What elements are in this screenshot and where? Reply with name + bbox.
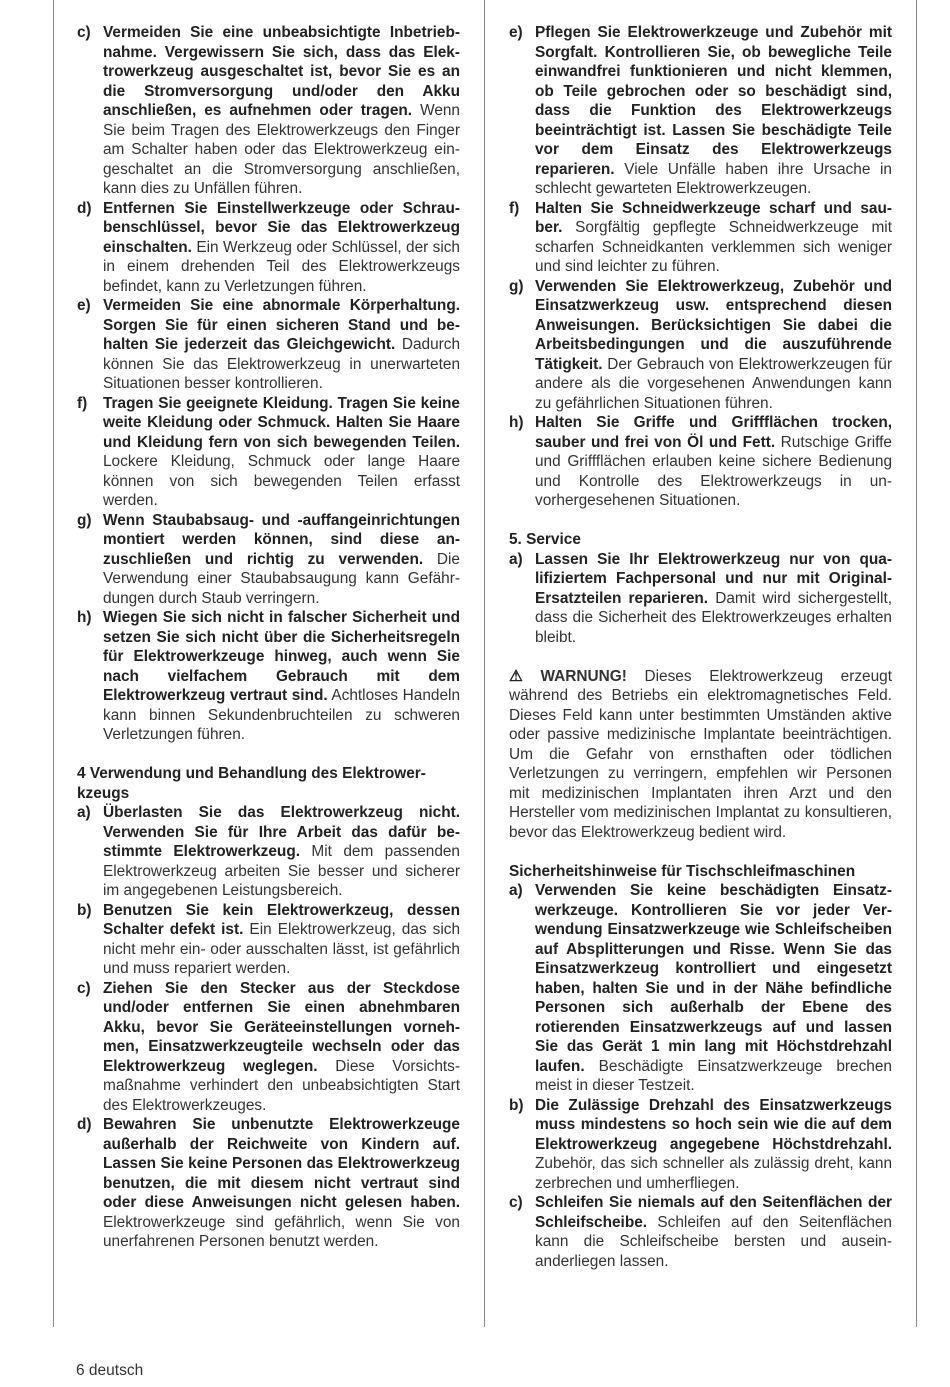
item-bold-text: Halten Sie Griffe und Griffflächen trocken, sauber und frei von Öl und Fett. bbox=[535, 414, 892, 451]
item-normal-text: Die Verwendung einer Staubabsaugung kann Gefährdungen durch Staub verringern. bbox=[103, 550, 460, 607]
item-marker: b) bbox=[509, 1096, 524, 1114]
item-normal-text: Schleifen auf den Seitenflächen kann die Schleifscheibe bersten und auseinanderliegen lassen. bbox=[535, 1213, 892, 1270]
list-item bbox=[509, 413, 892, 511]
warning-text: Dieses Elektrowerkzeug erzeugt während des Betriebs ein elektromagnetisches Feld. Dieses Feld kann unter bestimmten Umständen aktive oder passive medizinische Implantate beeinträchtigen. Um die Gefahr von ernsthaften oder tödlichen Verletzungen zu verringern, empfehlen wir Personen mit medizinischen Implantaten ihren Arzt und den Hersteller vom medizinischen Implantat zu konsultieren, bevor das Elektrowerkzeug bedient wird. bbox=[509, 667, 893, 841]
section-5-item-list bbox=[509, 550, 892, 648]
right-item-list-top bbox=[509, 23, 892, 511]
item-marker: b) bbox=[77, 901, 92, 919]
left-margin-rule bbox=[53, 0, 54, 1327]
list-item bbox=[77, 901, 460, 979]
item-normal-text: Ein Elektrowerkzeug, das sich nicht mehr ein- oder ausschalten lässt, ist gefährlich und muss repariert werden. bbox=[103, 921, 461, 977]
item-bold-text: Schleifen Sie niemals auf den Seitenflächen der Schleifscheibe. bbox=[535, 1194, 892, 1231]
item-bold-text: Lassen Sie Ihr Elektrowerkzeug nur von qualifiziertem Fachpersonal und nur mit Original-Ersatzteilen reparieren. bbox=[535, 550, 892, 607]
list-item bbox=[509, 1096, 892, 1194]
item-bold-text: Pflegen Sie Elektrowerkzeuge und Zubehör mit Sorgfalt. Kontrollieren Sie, ob bewegliche Teile einwandfrei funktionieren und nicht klemmen, ob Teile gebrochen oder so beschädigt sind, dass die Funktion des Elektrowerkzeugs beeinträchtigt ist. Lassen Sie beschädigte Teile vor dem Einsatz des Elektrowerkzeugs reparieren. bbox=[535, 24, 892, 178]
spacer bbox=[509, 647, 892, 667]
item-bold-text: Tragen Sie geeignete Kleidung. Tragen Sie keine weite Kleidung oder Schmuck. Halten Sie Haare und Kleidung fern von sich bewegenden Teilen. bbox=[103, 394, 460, 451]
item-normal-text: Lockere Kleidung, Schmuck oder lange Haare können von sich bewegenden Teilen erfasst werden. bbox=[103, 453, 460, 509]
item-bold-text: Entfernen Sie Einstellwerkzeuge oder Schraubenschlüssel, bevor Sie das Elektrowerkzeug einschalten. bbox=[103, 199, 460, 256]
item-bold-text: Vermeiden Sie eine unbeabsichtigte Inbetriebnahme. Vergewissern Sie sich, dass das Elektrowerkzeug ausgeschaltet ist, bevor Sie es an die Stromversorgung und/oder den Akku anschließen, es aufnehmen oder tragen. bbox=[103, 24, 460, 119]
left-item-list-top bbox=[77, 23, 460, 745]
page-footer: 6 deutsch bbox=[76, 1362, 144, 1379]
list-item bbox=[77, 608, 460, 745]
warning-paragraph bbox=[509, 667, 892, 843]
list-item bbox=[509, 199, 892, 277]
item-normal-text: Beschädigte Einsatzwerkzeuge brechen meist in dieser Testzeit. bbox=[535, 1057, 892, 1094]
list-item bbox=[509, 277, 892, 414]
item-normal-text: Der Gebrauch von Elektrowerkzeugen für andere als die vorgesehenen Anwendungen kann zu gefährlichen Situationen führen. bbox=[535, 355, 892, 412]
list-item bbox=[77, 803, 460, 901]
item-bold-text: Bewahren Sie unbenutzte Elektrowerkzeuge außerhalb der Reichweite von Kindern auf. Lassen Sie keine Personen das Elektrowerkzeug benutzen, die mit diesem nicht vertraut sind oder diese Anweisungen nicht gelesen haben. bbox=[103, 1116, 460, 1211]
item-bold-text: Die Zulässige Drehzahl des Einsatzwerkzeugs muss mindestens so hoch sein wie die auf dem Elektrowerkzeug angegebene Höchstdrehzahl. bbox=[535, 1096, 892, 1153]
grinder-safety-heading: Sicherheitshinweise für Tischschleifmaschinen bbox=[509, 862, 856, 880]
list-item bbox=[77, 199, 460, 297]
item-marker: c) bbox=[509, 1194, 523, 1211]
item-normal-text: Elektrowerkzeuge sind gefährlich, wenn Sie von unerfahrenen Personen benutzt werden. bbox=[103, 1213, 460, 1250]
item-marker: c) bbox=[77, 24, 91, 41]
spacer bbox=[509, 511, 892, 531]
item-marker: a) bbox=[77, 804, 91, 821]
item-bold-text: Überlasten Sie das Elektrowerkzeug nicht. Verwenden Sie für Ihre Arbeit das dafür bestimmte Elektrowerkzeug. bbox=[103, 804, 460, 860]
item-marker: g) bbox=[77, 511, 92, 529]
list-item bbox=[77, 23, 460, 199]
spacer bbox=[509, 842, 892, 862]
list-item bbox=[509, 550, 892, 648]
warning-triangle-icon: ⚠ bbox=[509, 667, 523, 685]
item-normal-text: Zubehör, das sich schneller als zulässig dreht, kann zerbrechen und umherfliegen. bbox=[535, 1155, 892, 1192]
item-marker: e) bbox=[77, 297, 91, 314]
item-normal-text: Sorgfältig gepflegte Schneidwerkzeuge mit scharfen Schneidkanten verklemmen sich weniger und sind leichter zu führen. bbox=[535, 219, 892, 275]
grinder-item-list bbox=[509, 881, 892, 1271]
item-marker: a) bbox=[509, 550, 523, 568]
center-column-rule bbox=[484, 0, 485, 1327]
item-marker: d) bbox=[77, 199, 92, 217]
item-normal-text: Mit dem passenden Elektrowerkzeug arbeiten Sie besser und sicherer im angegebenen Leistungsbereich. bbox=[103, 843, 460, 899]
item-marker: h) bbox=[509, 414, 524, 431]
section-4-item-list bbox=[77, 803, 460, 1252]
item-marker: a) bbox=[509, 882, 523, 899]
item-bold-text: Verwenden Sie Elektrowerkzeug, Zubehör und Einsatzwerkzeug usw. entsprechend diesen Anweisungen. Berücksichtigen Sie dabei die Arbeitsbedingungen und die auszuführende Tätigkeit. bbox=[535, 277, 892, 373]
section-5-heading: 5. Service bbox=[509, 531, 581, 548]
item-normal-text: Achtloses Handeln kann binnen Sekundenbruchteilen zu schweren Verletzungen führen. bbox=[103, 687, 461, 743]
spacer bbox=[77, 745, 460, 765]
item-bold-text: Halten Sie Schneidwerkzeuge scharf und sauber. bbox=[535, 199, 892, 236]
left-column bbox=[77, 23, 460, 1252]
item-marker: f) bbox=[77, 394, 88, 412]
item-marker: g) bbox=[509, 277, 524, 295]
item-bold-text: Wenn Staubabsaug- und -auffangeinrichtungen montiert werden können, sind diese anzuschließen und richtig zu verwenden. bbox=[103, 511, 460, 568]
item-bold-text: Wiegen Sie sich nicht in falscher Sicherheit und setzen Sie sich nicht über die Sicherheitsregeln für Elektrowerkzeuge hinweg, auch wenn Sie nach vielfachem Gebrauch mit dem Elektrowerkzeug vertraut sind. bbox=[103, 609, 460, 704]
list-item bbox=[509, 1193, 892, 1271]
warning-label: WARNUNG! bbox=[522, 667, 627, 685]
item-marker: e) bbox=[509, 24, 523, 41]
item-marker: h) bbox=[77, 609, 92, 626]
item-marker: c) bbox=[77, 979, 91, 997]
item-normal-text: Diese Vorsichtsmaßnahme verhindert den unbeabsichtigten Start des Elektrowerkzeuges. bbox=[103, 1057, 461, 1114]
item-bold-text: Benutzen Sie kein Elektrowerkzeug, dessen Schalter defekt ist. bbox=[103, 901, 460, 938]
item-bold-text: Verwenden Sie keine beschädigten Einsatzwerkzeuge. Kontrollieren Sie vor jeder Verwendung Einsatzwerkzeuge wie Schleifscheiben auf Absplitterungen und Risse. Wenn Sie das Einsatzwerkzeug kontrolliert und eingesetzt haben, halten Sie und in der Nähe befindliche Personen sich außerhalb der Ebene des rotierenden Einsatzwerkzeugs auf und lassen Sie das Gerät 1 min lang mit Höchstdrehzahl laufen. bbox=[535, 882, 892, 1075]
item-marker: f) bbox=[509, 199, 520, 217]
list-item bbox=[509, 23, 892, 199]
list-item bbox=[77, 511, 460, 609]
item-normal-text: Dadurch können Sie das Elektrowerkzeug in unerwarteten Situationen besser kontrollieren. bbox=[103, 336, 461, 392]
item-normal-text: Damit wird sichergestellt, dass die Sicherheit des Elektrowerkzeuges erhalten bleibt. bbox=[535, 589, 892, 646]
right-margin-rule bbox=[916, 0, 917, 1327]
item-normal-text: Rutschige Griffe und Griffflächen erlauben keine sichere Bedienung und Kontrolle des Elektrowerkzeugs in unvorhergesehenen Situationen. bbox=[535, 433, 892, 509]
list-item bbox=[77, 979, 460, 1116]
item-normal-text: Viele Unfälle haben ihre Ursache in schlecht gewarteten Elektrowerkzeugen. bbox=[535, 160, 892, 197]
list-item bbox=[77, 1115, 460, 1252]
list-item bbox=[77, 394, 460, 511]
item-normal-text: Ein Werkzeug oder Schlüssel, der sich in einem drehenden Teil des Elektrowerkzeugs befindet, kann zu Verletzungen führen. bbox=[103, 238, 460, 295]
right-column bbox=[509, 23, 892, 1271]
item-bold-text: Vermeiden Sie eine abnormale Körperhaltung. Sorgen Sie für einen sicheren Stand und behalten Sie jederzeit das Gleichgewicht. bbox=[103, 297, 460, 353]
item-normal-text: Wenn Sie beim Tragen des Elektrowerkzeugs den Finger am Schalter haben oder das Elektrowerkzeug eingeschaltet an die Stromversorgung anschließen, kann dies zu Unfällen führen. bbox=[103, 102, 460, 197]
item-marker: d) bbox=[77, 1116, 92, 1133]
list-item bbox=[509, 881, 892, 1096]
section-4-heading: 4 Verwendung und Behandlung des Elektrowerkzeugs bbox=[77, 765, 426, 802]
list-item bbox=[77, 296, 460, 394]
item-bold-text: Ziehen Sie den Stecker aus der Steckdose und/oder entfernen Sie einen abnehmbaren Akku, bevor Sie Geräteeinstellungen vornehmen, Einsatzwerkzeugteile wechseln oder das Elektrowerkzeug weglegen. bbox=[103, 979, 460, 1075]
